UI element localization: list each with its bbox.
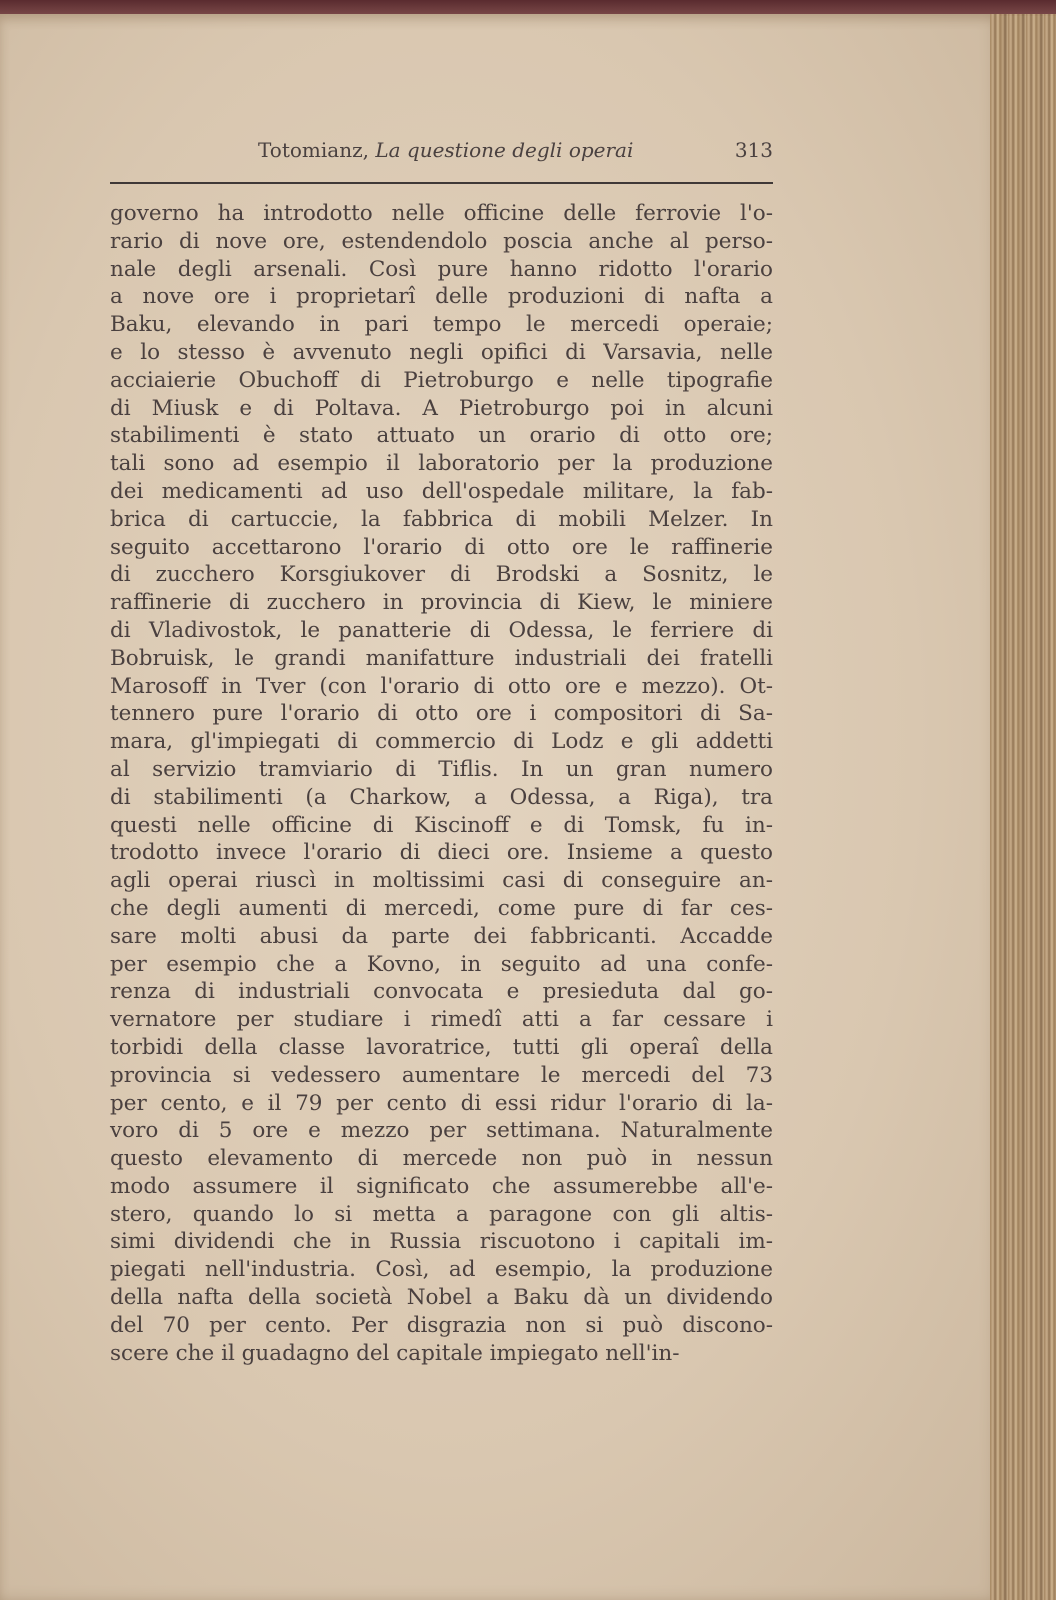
text-line: piegati nell'industria. Così, ad esempio, la produzione <box>110 1257 773 1283</box>
text-line: della nafta della società Nobel a Baku dà un dividendo <box>110 1285 773 1311</box>
page-number: 313 <box>734 138 773 162</box>
text-line: questo elevamento di mercede non può in nessun <box>110 1146 773 1172</box>
text-line: mara, gl'impiegati di commercio di Lodz e gli addetti <box>110 729 773 755</box>
text-line: seguito accettarono l'orario di otto ore le raffinerie <box>110 534 773 560</box>
text-line: a nove ore i proprietarî delle produzioni di nafta a <box>110 284 773 310</box>
text-line: di Miusk e di Poltava. A Pietroburgo poi in alcuni <box>110 395 773 421</box>
text-line: scere che il guadagno del capitale impiegato nell'in- <box>110 1340 680 1366</box>
header-title: La questione degli operai <box>375 138 634 162</box>
body-text <box>110 200 773 1367</box>
text-line: simi dividendi che in Russia riscuotono i capitali im- <box>110 1229 773 1255</box>
text-line: per esempio che a Kovno, in seguito ad una confe- <box>110 951 773 977</box>
text-line: e lo stesso è avvenuto negli opifici di Varsavia, nelle <box>110 339 773 365</box>
text-line: voro di 5 ore e mezzo per settimana. Naturalmente <box>110 1118 773 1144</box>
text-line: di stabilimenti (a Charkow, a Odessa, a Riga), tra <box>110 784 773 810</box>
text-line: nale degli arsenali. Così pure hanno ridotto l'orario <box>110 256 773 282</box>
header-rule <box>110 182 773 184</box>
text-line: acciaierie Obuchoff di Pietroburgo e nelle tipografie <box>110 367 773 393</box>
text-line: per cento, e il 79 per cento di essi ridur l'orario di la- <box>110 1090 773 1116</box>
text-line: vernatore per studiare i rimedî atti a far cessare i <box>110 1007 773 1033</box>
text-line: che degli aumenti di mercedi, come pure di far ces- <box>110 895 773 921</box>
running-header-author-title <box>258 138 633 162</box>
text-line: di Vladivostok, le panatterie di Odessa, le ferriere di <box>110 617 773 643</box>
text-line: dei medicamenti ad uso dell'ospedale militare, la fab- <box>110 478 773 504</box>
text-line: raffinerie di zucchero in provincia di Kiew, le miniere <box>110 590 773 616</box>
text-line: governo ha introdotto nelle officine delle ferrovie l'o- <box>110 201 773 226</box>
text-line: Marosoff in Tver (con l'orario di otto ore e mezzo). Ot- <box>110 673 773 699</box>
text-line: modo assumere il significato che assumerebbe all'e- <box>110 1173 773 1199</box>
text-line: rario di nove ore, estendendolo poscia anche al perso- <box>110 228 773 254</box>
text-line: Bobruisk, le grandi manifatture industriali dei fratelli <box>110 645 773 671</box>
text-line: questi nelle officine di Kiscinoff e di Tomsk, fu in- <box>110 812 773 838</box>
text-line: al servizio tramviario di Tiflis. In un gran numero <box>110 756 773 782</box>
text-line: renza di industriali convocata e presieduta dal go- <box>110 979 773 1005</box>
running-header <box>110 138 773 168</box>
text-line: stabilimenti è stato attuato un orario di otto ore; <box>110 423 773 449</box>
book-spine-edge <box>990 14 1056 1600</box>
text-line: sare molti abusi da parte dei fabbricanti. Accadde <box>110 923 773 949</box>
text-line: provincia si vedessero aumentare le mercedi del 73 <box>110 1062 773 1088</box>
text-line: del 70 per cento. Per disgrazia non si può discono- <box>110 1312 773 1338</box>
text-line: torbidi della classe lavoratrice, tutti gli operaî della <box>110 1034 773 1060</box>
text-line: stero, quando lo si metta a paragone con gli altis- <box>110 1201 773 1227</box>
header-author: Totomianz, <box>258 138 369 162</box>
text-line: brica di cartuccie, la fabbrica di mobili Melzer. In <box>110 506 773 532</box>
text-line: tennero pure l'orario di otto ore i compositori di Sa- <box>110 701 773 727</box>
text-line: Baku, elevando in pari tempo le mercedi operaie; <box>110 312 773 338</box>
text-line: agli operai riuscì in moltissimi casi di conseguire an- <box>110 868 773 894</box>
text-line: tali sono ad esempio il laboratorio per la produzione <box>110 451 773 477</box>
text-line: di zucchero Korsgiukover di Brodski a Sosnitz, le <box>110 562 773 588</box>
text-line: trodotto invece l'orario di dieci ore. Insieme a questo <box>110 840 773 866</box>
